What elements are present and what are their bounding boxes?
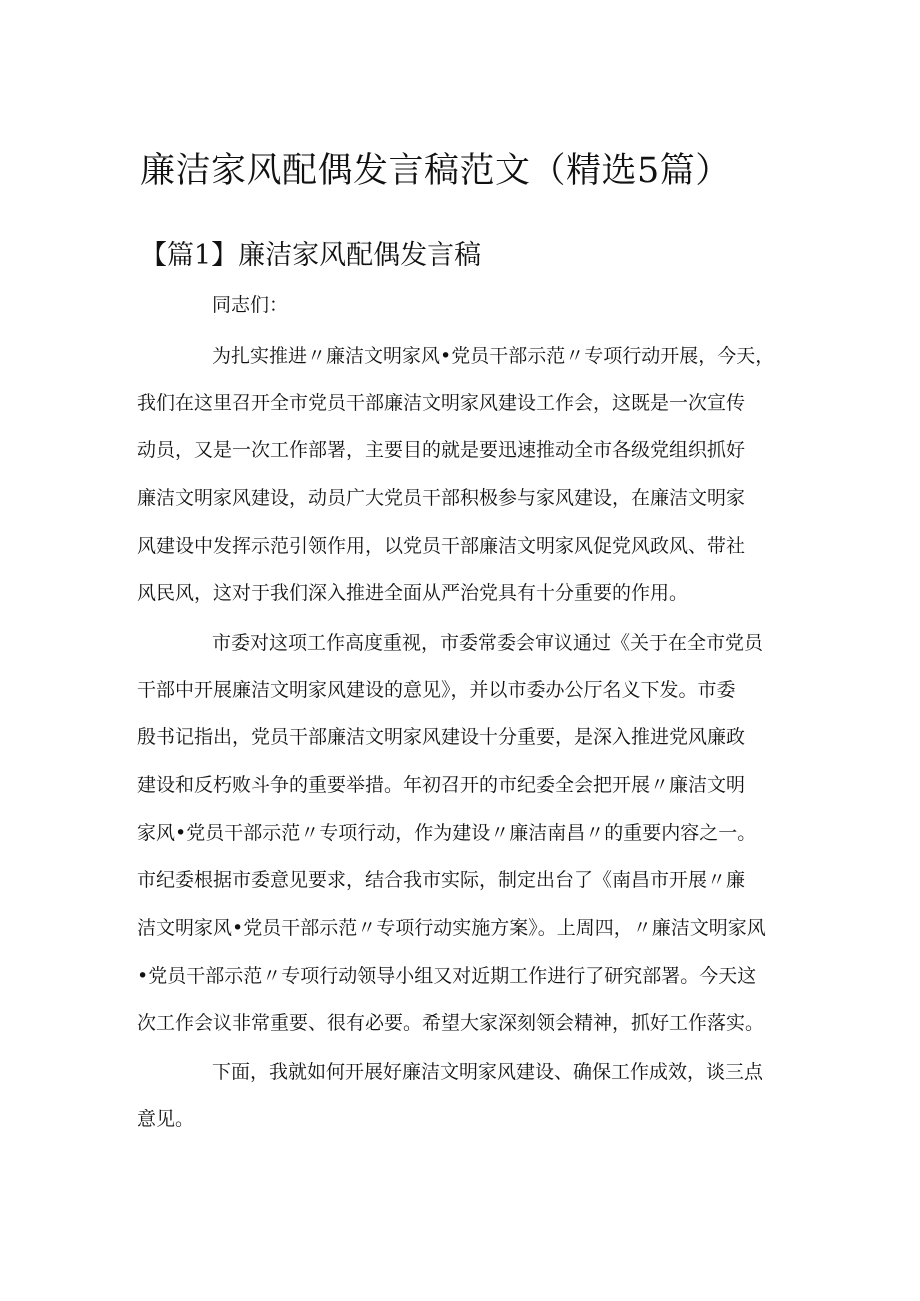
- text-line: 家风•党员干部示范〃专项行动，作为建设〃廉洁南昌〃的重要内容之一。: [137, 822, 757, 844]
- text-line: 洁文明家风•党员干部示范〃专项行动实施方案》。上周四，〃廉洁文明家风: [137, 917, 766, 939]
- text-line: 风建设中发挥示范引领作用，以党员干部廉洁文明家风促党风政风、带社: [137, 535, 746, 557]
- text-line: 廉洁文明家风建设，动员广大党员干部积极参与家风建设，在廉洁文明家: [137, 487, 746, 509]
- section-heading: 【篇1】廉洁家风配偶发言稿: [140, 240, 482, 271]
- text-line: 下面，我就如何开展好廉洁文明家风建设、确保工作成效，谈三点: [212, 1061, 764, 1083]
- text-line: 为扎实推进〃廉洁文明家风•党员干部示范〃专项行动开展，今天，: [212, 345, 775, 367]
- text-line: 市委对这项工作高度重视，市委常委会审议通过《关于在全市党员: [212, 632, 764, 654]
- text-line: 市纪委根据市委意见要求，结合我市实际，制定出台了《南昌市开展〃廉: [137, 869, 746, 891]
- salutation: 同志们：: [212, 294, 289, 316]
- document-title: 廉洁家风配偶发言稿范文（精选5篇）: [140, 151, 731, 191]
- text-line: 次工作会议非常重要、很有必要。希望大家深刻领会精神，抓好工作落实。: [137, 1012, 765, 1034]
- text-line: 建设和反朽败斗争的重要举措。年初召开的市纪委全会把开展〃廉洁文明: [137, 774, 746, 796]
- text-line: 风民风，这对于我们深入推进全面从严治党具有十分重要的作用。: [137, 582, 689, 604]
- text-line: 动员，又是一次工作部署，主要目的就是要迅速推动全市各级党组织抓好: [137, 439, 746, 461]
- text-line: •党员干部示范〃专项行动领导小组又对近期工作进行了研究部署。今天这: [137, 965, 757, 987]
- text-line: 殷书记指出，党员干部廉洁文明家风建设十分重要，是深入推进党风廉政: [137, 726, 746, 748]
- text-line: 我们在这里召开全市党员干部廉洁文明家风建设工作会，这既是一次宣传: [137, 392, 746, 414]
- text-line: 干部中开展廉洁文明家风建设的意见》，并以市委办公厅名义下发。市委: [137, 679, 736, 701]
- text-line: 意见。: [137, 1108, 195, 1130]
